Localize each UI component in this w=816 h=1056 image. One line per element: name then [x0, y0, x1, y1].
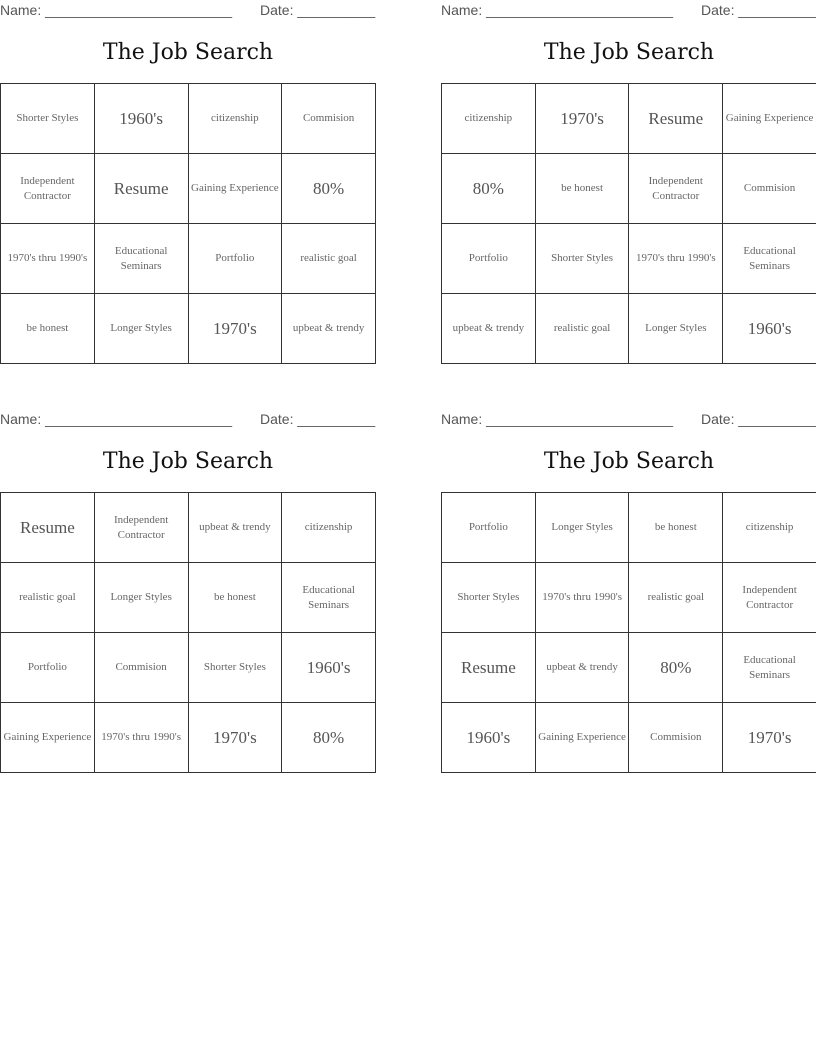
grid-cell: Portfolio: [1, 633, 95, 703]
grid-cell: Portfolio: [442, 224, 536, 294]
grid-cell: Shorter Styles: [442, 563, 536, 633]
grid-cell: upbeat & trendy: [535, 633, 629, 703]
grid-cell: Longer Styles: [94, 563, 188, 633]
grid-row: [442, 84, 816, 154]
bingo-grid: [441, 83, 816, 364]
bingo-grid: [0, 83, 376, 364]
grid-cell: 80%: [442, 154, 536, 224]
bingo-card-1: [0, 0, 376, 370]
grid-cell: be honest: [1, 294, 95, 364]
card-title: The Job Search: [102, 40, 274, 65]
grid-cell: 1970's thru 1990's: [94, 703, 188, 773]
date-field-label: Date: __________: [260, 411, 376, 427]
grid-cell: be honest: [535, 154, 629, 224]
card-title: The Job Search: [543, 449, 715, 474]
grid-row: [442, 703, 816, 773]
grid-cell: citizenship: [723, 493, 816, 563]
grid-row: [442, 224, 816, 294]
grid-cell: Resume: [1, 493, 95, 563]
grid-cell: Shorter Styles: [535, 224, 629, 294]
grid-row: [1, 84, 376, 154]
name-field-label: Name: ________________________: [441, 2, 673, 18]
bingo-grid: [0, 492, 376, 773]
grid-cell: 1970's thru 1990's: [629, 224, 723, 294]
name-date-line: [441, 0, 816, 20]
grid-cell: Portfolio: [442, 493, 536, 563]
name-date-line: [0, 0, 376, 20]
grid-row: [1, 703, 376, 773]
date-field-label: Date: __________: [701, 411, 816, 427]
bingo-card-2: [441, 0, 816, 370]
grid-cell: Commision: [282, 84, 376, 154]
bingo-grid: [441, 492, 816, 773]
grid-cell: realistic goal: [1, 563, 95, 633]
grid-cell: Educational Seminars: [94, 224, 188, 294]
grid-cell: Educational Seminars: [723, 633, 816, 703]
grid-cell: Shorter Styles: [188, 633, 282, 703]
grid-cell: 1970's: [535, 84, 629, 154]
grid-cell: citizenship: [282, 493, 376, 563]
grid-row: [442, 633, 816, 703]
grid-cell: 1970's: [188, 703, 282, 773]
grid-cell: Longer Styles: [94, 294, 188, 364]
grid-cell: be honest: [629, 493, 723, 563]
grid-cell: citizenship: [442, 84, 536, 154]
grid-cell: 1960's: [94, 84, 188, 154]
grid-row: [442, 493, 816, 563]
name-field-label: Name: ________________________: [0, 411, 232, 427]
card-title: The Job Search: [543, 40, 715, 65]
grid-cell: 1960's: [723, 294, 816, 364]
grid-cell: Gaining Experience: [1, 703, 95, 773]
bingo-card-3: [0, 409, 376, 779]
grid-cell: Commision: [723, 154, 816, 224]
grid-cell: Shorter Styles: [1, 84, 95, 154]
grid-cell: citizenship: [188, 84, 282, 154]
grid-cell: Longer Styles: [629, 294, 723, 364]
grid-cell: Longer Styles: [535, 493, 629, 563]
grid-row: [1, 154, 376, 224]
grid-cell: 1960's: [442, 703, 536, 773]
grid-cell: 1960's: [282, 633, 376, 703]
grid-cell: Commision: [94, 633, 188, 703]
grid-row: [442, 294, 816, 364]
grid-row: [1, 633, 376, 703]
grid-cell: Independent Contractor: [94, 493, 188, 563]
grid-cell: Educational Seminars: [282, 563, 376, 633]
grid-cell: Gaining Experience: [535, 703, 629, 773]
grid-row: [1, 294, 376, 364]
grid-cell: Resume: [629, 84, 723, 154]
date-field-label: Date: __________: [701, 2, 816, 18]
grid-row: [1, 563, 376, 633]
name-field-label: Name: ________________________: [441, 411, 673, 427]
grid-cell: realistic goal: [535, 294, 629, 364]
grid-cell: upbeat & trendy: [188, 493, 282, 563]
grid-cell: Portfolio: [188, 224, 282, 294]
grid-cell: Independent Contractor: [629, 154, 723, 224]
card-title: The Job Search: [102, 449, 274, 474]
grid-cell: realistic goal: [629, 563, 723, 633]
grid-cell: Resume: [442, 633, 536, 703]
name-date-line: [441, 409, 816, 429]
grid-cell: be honest: [188, 563, 282, 633]
grid-row: [1, 493, 376, 563]
grid-cell: 1970's: [188, 294, 282, 364]
grid-cell: realistic goal: [282, 224, 376, 294]
grid-cell: 1970's thru 1990's: [535, 563, 629, 633]
name-date-line: [0, 409, 376, 429]
date-field-label: Date: __________: [260, 2, 376, 18]
grid-cell: 80%: [282, 154, 376, 224]
grid-row: [1, 224, 376, 294]
grid-cell: 1970's thru 1990's: [1, 224, 95, 294]
grid-cell: upbeat & trendy: [282, 294, 376, 364]
grid-row: [442, 563, 816, 633]
name-field-label: Name: ________________________: [0, 2, 232, 18]
grid-cell: 80%: [629, 633, 723, 703]
grid-cell: Independent Contractor: [723, 563, 816, 633]
grid-row: [442, 154, 816, 224]
grid-cell: Independent Contractor: [1, 154, 95, 224]
grid-cell: Gaining Experience: [188, 154, 282, 224]
grid-cell: Gaining Experience: [723, 84, 816, 154]
grid-cell: 1970's: [723, 703, 816, 773]
grid-cell: Educational Seminars: [723, 224, 816, 294]
bingo-card-4: [441, 409, 816, 779]
grid-cell: Commision: [629, 703, 723, 773]
grid-cell: 80%: [282, 703, 376, 773]
grid-cell: upbeat & trendy: [442, 294, 536, 364]
grid-cell: Resume: [94, 154, 188, 224]
